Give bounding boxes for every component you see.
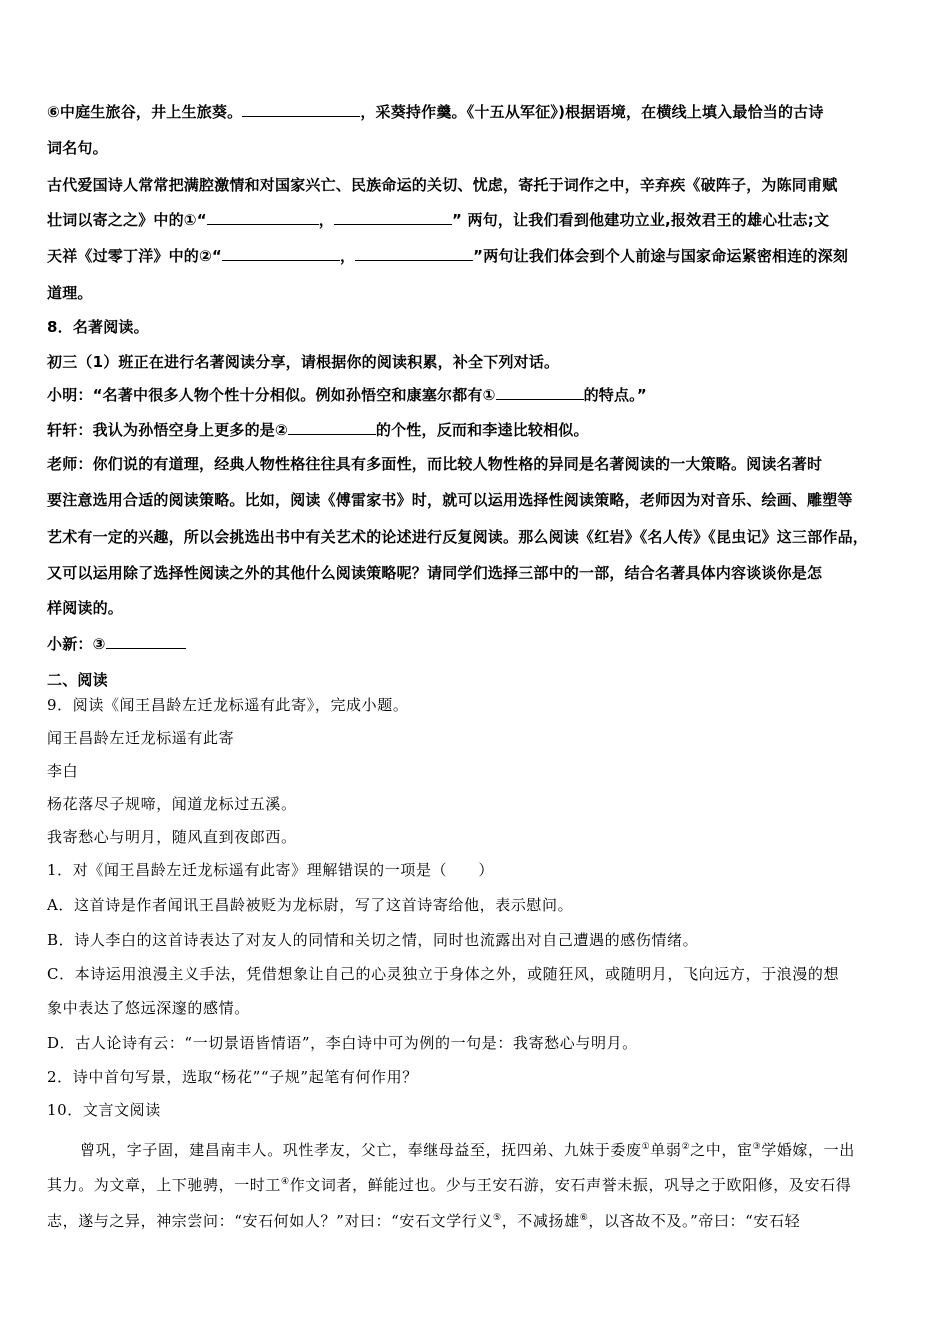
text: 曾巩，字子固，建昌南丰人。巩性孝友，父亡，奉继母益至，抚四弟、九妹于委废 <box>80 1141 642 1159</box>
text-line: 老师：你们说的有道理，经典人物性格往往具有多面性，而比较人物性格的异同是名著阅读的一大策略。阅读名著时 <box>47 455 823 473</box>
question-title: 10．文言文阅读 <box>47 1101 161 1119</box>
answer-blank[interactable] <box>207 210 319 225</box>
text: ” 两句，让我们看到他建功立业,报效君王的雄心壮志;文 <box>451 211 830 229</box>
text-line <box>47 246 848 266</box>
text: 小明：“名著中很多人物个性十分相似。例如孙悟空和康塞尔都有① <box>47 386 496 404</box>
text: ”两句让我们体会到个人前途与国家命运紧密相连的深刻 <box>473 247 849 265</box>
text: 的个性，反而和李逵比较相似。 <box>375 421 589 439</box>
passage-line <box>47 1172 851 1195</box>
text-line: 道理。 <box>47 284 93 302</box>
answer-blank[interactable] <box>355 246 473 261</box>
option-d[interactable]: D．古人论诗有云：“一切景语皆情语”，李白诗中可为例的一句是：我寄愁心与明月。 <box>47 1034 638 1052</box>
section-heading: 二、阅读 <box>47 671 108 689</box>
text: 轩轩：我认为孙悟空身上更多的是② <box>47 421 288 439</box>
text-line <box>47 102 824 122</box>
poem-line: 我寄愁心与明月，随风直到夜郎西。 <box>47 828 297 846</box>
answer-blank[interactable] <box>334 210 452 225</box>
text: 壮词以寄之之》中的①“ <box>47 211 207 229</box>
sub-question: 2．诗中首句写景，选取“杨花”“子规”起笔有何作用？ <box>47 1068 418 1086</box>
poem-title: 闻王昌龄左迁龙标遥有此寄 <box>47 729 235 747</box>
text-line: 古代爱国诗人常常把满腔激情和对国家兴亡、民族命运的关切、忧虑，寄托于词作之中，辛弃疾《破阵子，为陈同甫赋 <box>47 176 838 194</box>
option-c[interactable]: C．本诗运用浪漫主义手法，凭借想象让自己的心灵独立于身体之外，或随狂风，或随明月，飞向远方，于浪漫的想 <box>47 965 840 983</box>
text: 小新：③ <box>47 635 106 653</box>
text: 的特点。” <box>583 386 647 404</box>
text-line: 又可以运用除了选择性阅读之外的其他什么阅读策略呢？请同学们选择三部中的一部，结合名著具体内容谈谈你是怎 <box>47 564 823 582</box>
poem-line: 杨花落尽子规啼，闻道龙标过五溪。 <box>47 795 297 813</box>
text: 之中，宦 <box>690 1141 753 1159</box>
footnote-mark: ① <box>641 1142 651 1152</box>
text-line <box>47 420 589 440</box>
text: ⑥中庭生旅谷，井上生旅葵。 <box>47 103 243 121</box>
text-line <box>47 385 647 405</box>
text: ，采葵持作羹。《十五从军征》)根据语境，在横线上填入最恰当的古诗 <box>360 103 824 121</box>
text-line: 样阅读的。 <box>47 599 124 617</box>
footnote-mark: ⑥ <box>579 1213 589 1223</box>
footnote-mark: ⑤ <box>493 1213 502 1223</box>
answer-blank[interactable] <box>288 420 376 435</box>
question-title: 9．阅读《闻王昌龄左迁龙标遥有此寄》，完成小题。 <box>47 696 409 714</box>
answer-blank[interactable] <box>222 246 340 261</box>
option-a[interactable]: A．这首诗是作者闻讯王昌龄被贬为龙标尉，写了这首诗寄给他，表示慰问。 <box>47 896 574 914</box>
footnote-mark: ③ <box>752 1142 762 1152</box>
text: 志，遂与之异，神宗尝问：“安石何如人？”对曰：“安石文学行义 <box>47 1212 494 1230</box>
answer-blank[interactable] <box>242 102 360 117</box>
text: ，不减扬雄 <box>501 1212 580 1230</box>
option-c-cont[interactable]: 象中表达了悠远深邃的感情。 <box>47 999 250 1017</box>
text: 单弱 <box>650 1141 682 1159</box>
sub-question: 1．对《闻王昌龄左迁龙标遥有此寄》理解错误的一项是（ ） <box>47 861 494 879</box>
footnote-mark: ④ <box>281 1177 290 1187</box>
text-line: 艺术有一定的兴趣，所以会挑选出书中有关艺术的论述进行反复阅读。那么阅读《红岩》《名人传》《昆虫记》这三部作品， <box>47 528 869 546</box>
text: 学婚嫁，一出 <box>761 1141 855 1159</box>
answer-blank[interactable] <box>496 385 584 400</box>
text: ，以吝故不及。”帝曰：“安石轻 <box>588 1212 801 1230</box>
text-line: 初三（1）班正在进行名著阅读分享，请根据你的阅读积累，补全下列对话。 <box>47 353 560 371</box>
question-title: 8．名著阅读。 <box>47 318 149 336</box>
text-line: 要注意选用合适的阅读策略。比如，阅读《傅雷家书》时，就可以运用选择性阅读策略，老师因为对音乐、绘画、雕塑等 <box>47 491 853 509</box>
text: ， <box>339 247 356 265</box>
text: 天祥《过零丁洋》中的②“ <box>47 247 222 265</box>
footnote-mark: ② <box>681 1142 691 1152</box>
text: 其力。为文章，上下驰骋，一时工 <box>47 1176 282 1194</box>
answer-blank[interactable] <box>106 634 186 649</box>
passage-line <box>47 1208 800 1231</box>
text-line <box>47 210 829 230</box>
text: ， <box>318 211 334 229</box>
passage-line <box>80 1137 855 1160</box>
poem-author: 李白 <box>47 762 79 780</box>
text-line <box>47 634 186 654</box>
text-line: 词名句。 <box>47 139 108 157</box>
text: 作文词者，鲜能过也。少与王安石游，安石声誉未振，巩导之于欧阳修，及安石得 <box>289 1176 852 1194</box>
option-b[interactable]: B．诗人李白的这首诗表达了对友人的同情和关切之情，同时也流露出对自己遭遇的感伤情绪。 <box>47 931 699 949</box>
